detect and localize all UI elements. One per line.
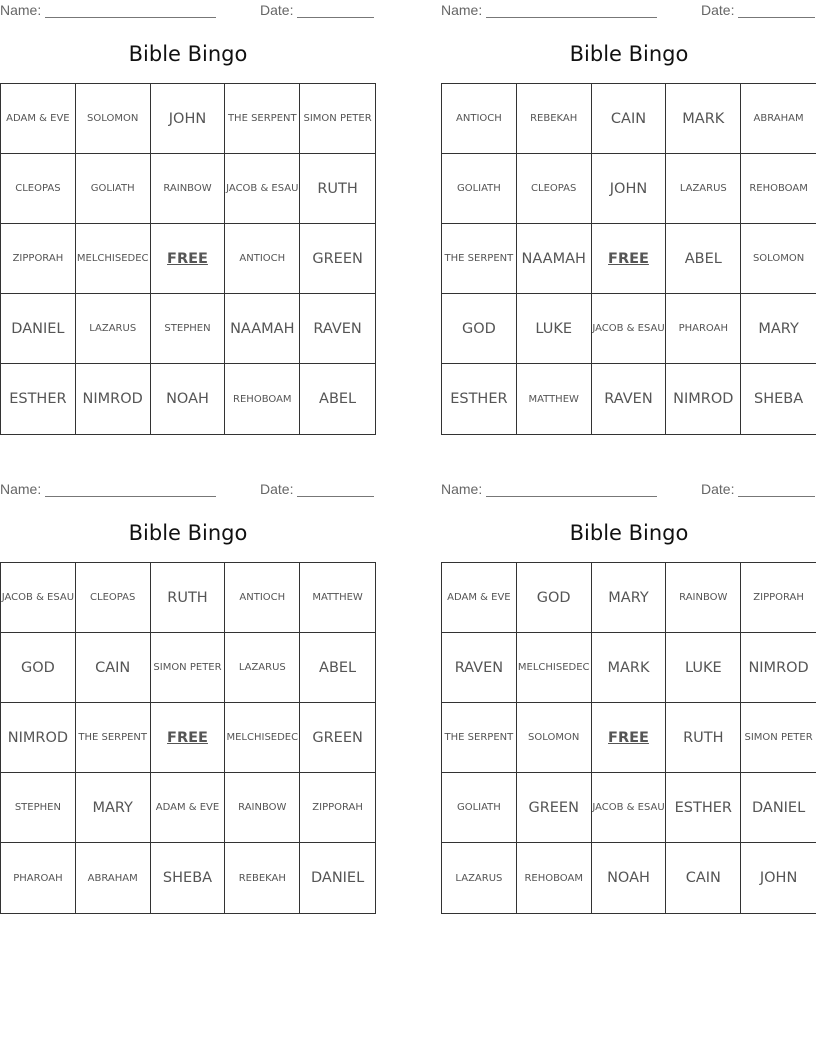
bingo-card-3 bbox=[0, 479, 376, 919]
bingo-cell[interactable]: DANIEL bbox=[310, 870, 365, 886]
bingo-cell[interactable]: MELCHISEDEC bbox=[517, 633, 592, 703]
date-field[interactable] bbox=[260, 2, 374, 18]
bingo-cell[interactable]: ADAM & EVE bbox=[151, 773, 226, 843]
bingo-cell[interactable]: NAAMAH bbox=[225, 294, 300, 364]
bingo-cell[interactable]: NIMROD bbox=[76, 364, 151, 434]
date-field[interactable] bbox=[701, 481, 815, 497]
bingo-cell[interactable]: ESTHER bbox=[442, 364, 517, 434]
bingo-cell[interactable]: THE SERPENT bbox=[225, 84, 300, 154]
date-blank-line[interactable] bbox=[297, 3, 374, 18]
bingo-grid bbox=[0, 83, 376, 435]
bingo-cell[interactable]: REHOBOAM bbox=[225, 364, 300, 434]
bingo-cell[interactable]: DANIEL bbox=[1, 294, 76, 364]
bingo-cell[interactable]: GREEN bbox=[300, 703, 375, 773]
bingo-cell[interactable]: THE SERPENT bbox=[76, 703, 151, 773]
bingo-cell[interactable]: REHOBOAM bbox=[741, 154, 816, 224]
name-field[interactable] bbox=[441, 2, 657, 18]
bingo-cell[interactable]: ANTIOCH bbox=[225, 224, 300, 294]
bingo-cell[interactable]: ZIPPORAH bbox=[1, 224, 76, 294]
bingo-cell[interactable]: RUTH bbox=[151, 563, 226, 633]
bingo-cell[interactable]: ABEL bbox=[666, 224, 741, 294]
bingo-cell[interactable]: GOLIATH bbox=[76, 154, 151, 224]
date-blank-line[interactable] bbox=[738, 482, 815, 497]
bingo-cell[interactable]: GOD bbox=[1, 633, 76, 703]
bingo-cell[interactable]: CAIN bbox=[666, 843, 741, 913]
bingo-cell[interactable]: LUKE bbox=[517, 294, 592, 364]
bingo-cell[interactable]: JOHN bbox=[592, 154, 667, 224]
bingo-cell[interactable]: LAZARUS bbox=[666, 154, 741, 224]
bingo-cell[interactable]: REHOBOAM bbox=[517, 843, 592, 913]
bingo-cell[interactable]: RAINBOW bbox=[151, 154, 226, 224]
bingo-cell[interactable]: NIMROD bbox=[666, 364, 741, 434]
bingo-cell[interactable]: REBEKAH bbox=[517, 84, 592, 154]
bingo-cell[interactable]: RAINBOW bbox=[666, 563, 741, 633]
bingo-cell[interactable]: ABRAHAM bbox=[741, 84, 816, 154]
bingo-cell[interactable]: JACOB & ESAU bbox=[592, 773, 667, 843]
bingo-cell[interactable]: GREEN bbox=[300, 224, 375, 294]
bingo-cell[interactable]: ADAM & EVE bbox=[442, 563, 517, 633]
date-field[interactable] bbox=[260, 481, 374, 497]
bingo-cell[interactable]: MATTHEW bbox=[300, 563, 375, 633]
card-title: Bible Bingo bbox=[569, 521, 689, 545]
bingo-cell[interactable]: ZIPPORAH bbox=[300, 773, 375, 843]
bingo-cell[interactable]: CLEOPAS bbox=[1, 154, 76, 224]
bingo-cell[interactable]: RUTH bbox=[666, 703, 741, 773]
bingo-cell[interactable]: SHEBA bbox=[754, 391, 804, 407]
bingo-cell[interactable]: ADAM & EVE bbox=[1, 84, 76, 154]
bingo-cell[interactable]: MARK bbox=[666, 84, 741, 154]
bingo-cell[interactable]: MARY bbox=[592, 563, 667, 633]
bingo-cell[interactable]: STEPHEN bbox=[1, 773, 76, 843]
bingo-cell[interactable]: GOLIATH bbox=[442, 773, 517, 843]
card-title: Bible Bingo bbox=[128, 521, 248, 545]
bingo-cell[interactable]: RAINBOW bbox=[225, 773, 300, 843]
date-label: Date: bbox=[701, 2, 735, 18]
bingo-cell[interactable]: THE SERPENT bbox=[442, 224, 517, 294]
bingo-cell[interactable]: STEPHEN bbox=[151, 294, 226, 364]
bingo-grid bbox=[441, 562, 816, 914]
bingo-cell[interactable]: NIMROD bbox=[741, 633, 816, 703]
bingo-cell[interactable]: RAVEN bbox=[592, 364, 667, 434]
bingo-cell[interactable]: MELCHISEDEC bbox=[76, 224, 151, 294]
bingo-cell[interactable]: REBEKAH bbox=[225, 843, 300, 913]
bingo-cell[interactable]: ZIPPORAH bbox=[741, 563, 816, 633]
name-label: Name: bbox=[0, 481, 42, 497]
name-label: Name: bbox=[441, 2, 483, 18]
bingo-cell[interactable]: LAZARUS bbox=[442, 843, 517, 913]
bingo-cell[interactable]: ESTHER bbox=[1, 364, 76, 434]
bingo-cell[interactable]: LAZARUS bbox=[76, 294, 151, 364]
name-blank-line[interactable] bbox=[45, 482, 216, 497]
free-space-cell[interactable]: FREE bbox=[151, 224, 226, 294]
bingo-cell[interactable]: ABRAHAM bbox=[76, 843, 151, 913]
date-blank-line[interactable] bbox=[297, 482, 374, 497]
bingo-cell[interactable]: RUTH bbox=[300, 154, 375, 224]
name-field[interactable] bbox=[0, 481, 216, 497]
free-space-cell[interactable]: FREE bbox=[592, 224, 667, 294]
bingo-cell[interactable]: ANTIOCH bbox=[442, 84, 517, 154]
bingo-cell[interactable]: GOLIATH bbox=[442, 154, 517, 224]
card-title: Bible Bingo bbox=[128, 42, 248, 66]
bingo-cell[interactable]: GOD bbox=[442, 294, 517, 364]
bingo-cell[interactable]: SIMON PETER bbox=[300, 84, 375, 154]
bingo-cell[interactable]: SIMON PETER bbox=[741, 703, 816, 773]
bingo-cell[interactable]: MATTHEW bbox=[517, 364, 592, 434]
name-blank-line[interactable] bbox=[486, 3, 657, 18]
bingo-cell[interactable]: RAVEN bbox=[300, 294, 375, 364]
bingo-card-4 bbox=[441, 479, 816, 919]
bingo-cell[interactable]: SOLOMON bbox=[76, 84, 151, 154]
bingo-cell[interactable]: NAAMAH bbox=[517, 224, 592, 294]
bingo-cell[interactable]: MELCHISEDEC bbox=[225, 703, 300, 773]
bingo-cell[interactable]: SHEBA bbox=[151, 843, 226, 913]
bingo-cell[interactable]: MARK bbox=[592, 633, 667, 703]
bingo-cell[interactable]: JOHN bbox=[759, 870, 798, 886]
bingo-cell[interactable]: THE SERPENT bbox=[442, 703, 517, 773]
bingo-cell[interactable]: NOAH bbox=[592, 843, 667, 913]
bingo-cell[interactable]: CLEOPAS bbox=[76, 563, 151, 633]
name-blank-line[interactable] bbox=[486, 482, 657, 497]
bingo-cell[interactable]: SIMON PETER bbox=[151, 633, 226, 703]
bingo-cell[interactable]: SOLOMON bbox=[517, 703, 592, 773]
name-field[interactable] bbox=[0, 2, 216, 18]
bingo-card-2 bbox=[441, 0, 816, 440]
date-label: Date: bbox=[260, 481, 294, 497]
free-space-cell[interactable]: FREE bbox=[592, 703, 667, 773]
bingo-cell[interactable]: RAVEN bbox=[442, 633, 517, 703]
bingo-cell[interactable]: ABEL bbox=[300, 633, 375, 703]
bingo-cell[interactable]: ANTIOCH bbox=[225, 563, 300, 633]
name-blank-line[interactable] bbox=[45, 3, 216, 18]
card-title: Bible Bingo bbox=[569, 42, 689, 66]
bingo-cell[interactable]: JACOB & ESAU bbox=[225, 154, 300, 224]
bingo-cell[interactable]: JACOB & ESAU bbox=[592, 294, 667, 364]
bingo-cell[interactable]: NOAH bbox=[151, 364, 226, 434]
bingo-cell[interactable]: GOD bbox=[517, 563, 592, 633]
bingo-cell[interactable]: MARY bbox=[741, 294, 816, 364]
bingo-cell[interactable]: MARY bbox=[76, 773, 151, 843]
date-blank-line[interactable] bbox=[738, 3, 815, 18]
bingo-card-1 bbox=[0, 0, 376, 440]
bingo-cell[interactable]: SOLOMON bbox=[741, 224, 816, 294]
bingo-cell[interactable]: CLEOPAS bbox=[517, 154, 592, 224]
bingo-cell[interactable]: LAZARUS bbox=[225, 633, 300, 703]
bingo-cell[interactable]: LUKE bbox=[666, 633, 741, 703]
date-label: Date: bbox=[260, 2, 294, 18]
date-label: Date: bbox=[701, 481, 735, 497]
bingo-cell[interactable]: PHAROAH bbox=[1, 843, 76, 913]
bingo-cell[interactable]: ESTHER bbox=[666, 773, 741, 843]
name-field[interactable] bbox=[441, 481, 657, 497]
bingo-cell[interactable]: CAIN bbox=[592, 84, 667, 154]
bingo-grid bbox=[441, 83, 816, 435]
name-label: Name: bbox=[441, 481, 483, 497]
bingo-cell[interactable]: JOHN bbox=[151, 84, 226, 154]
date-field[interactable] bbox=[701, 2, 815, 18]
bingo-cell[interactable]: ABEL bbox=[319, 391, 357, 407]
bingo-cell[interactable]: JACOB & ESAU bbox=[1, 563, 76, 633]
bingo-cell[interactable]: PHAROAH bbox=[666, 294, 741, 364]
free-space-cell[interactable]: FREE bbox=[151, 703, 226, 773]
bingo-cell[interactable]: GREEN bbox=[517, 773, 592, 843]
bingo-cell[interactable]: DANIEL bbox=[741, 773, 816, 843]
bingo-cell[interactable]: CAIN bbox=[76, 633, 151, 703]
bingo-grid bbox=[0, 562, 376, 914]
bingo-cell[interactable]: NIMROD bbox=[1, 703, 76, 773]
name-label: Name: bbox=[0, 2, 42, 18]
